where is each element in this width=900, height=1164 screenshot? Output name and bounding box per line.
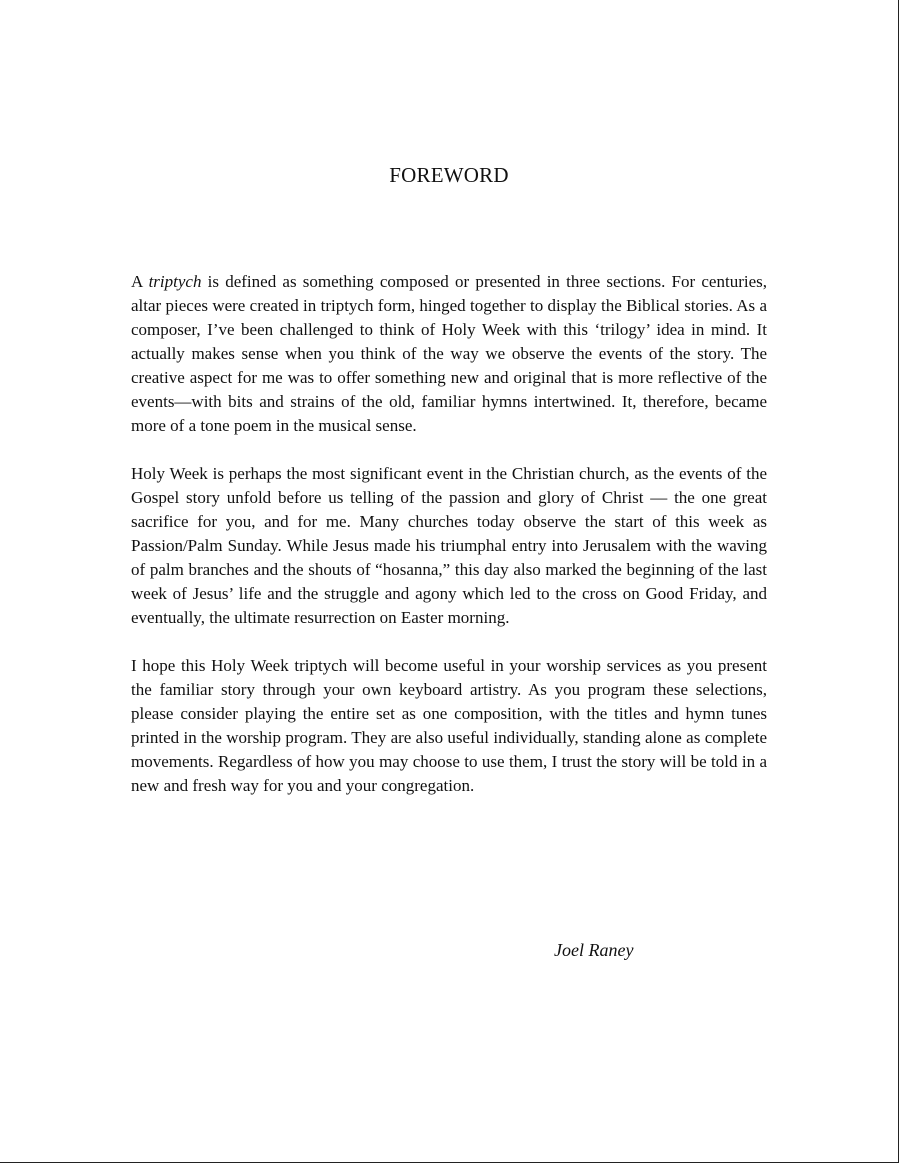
paragraph-1-rest: is defined as something composed or presented in three sections. For centuries, altar pieces were created in triptych form, hinged together to display the Biblical stories. As a composer, I’ve been challenged to think of Holy Week with this ‘trilogy’ idea in mind. It actually makes sense when you think of the way we observe the events of the story. The creative aspect for me was to offer something new and original that is more reflective of the events—with bits and strains of the old, familiar hymns intertwined. It, therefore, became more of a tone poem in the musical sense. — [131, 272, 767, 435]
paragraph-2: Holy Week is perhaps the most significant event in the Christian church, as the events of the Gospel story unfold before us telling of the passion and glory of Christ — the one great sacrifice for you, and for me. Many churches today observe the start of this week as Passion/Palm Sunday. While Jesus made his triumphal entry into Jerusalem with the waving of palm branches and the shouts of “hosanna,” this day also marked the beginning of the last week of Jesus’ life and the struggle and agony which led to the cross on Good Friday, and eventually, the ultimate resurrection on Easter morning. — [131, 464, 767, 627]
foreword-body — [131, 270, 767, 822]
paragraph-1 — [131, 270, 767, 438]
page-title: FOREWORD — [389, 163, 509, 187]
paragraph-3: I hope this Holy Week triptych will become useful in your worship services as you present the familiar story through your own keyboard artistry. As you program these selections, please consider playing the entire set as one composition, with the titles and hymn tunes printed in the worship program. They are also useful individually, standing alone as complete movements. Regardless of how you may choose to use them, I trust the story will be told in a new and fresh way for you and your congregation. — [131, 656, 767, 795]
author-signature: Joel Raney — [554, 940, 634, 960]
paragraph-1-emphasis: triptych — [148, 272, 202, 291]
paragraph-1-lead: A — [131, 272, 149, 291]
